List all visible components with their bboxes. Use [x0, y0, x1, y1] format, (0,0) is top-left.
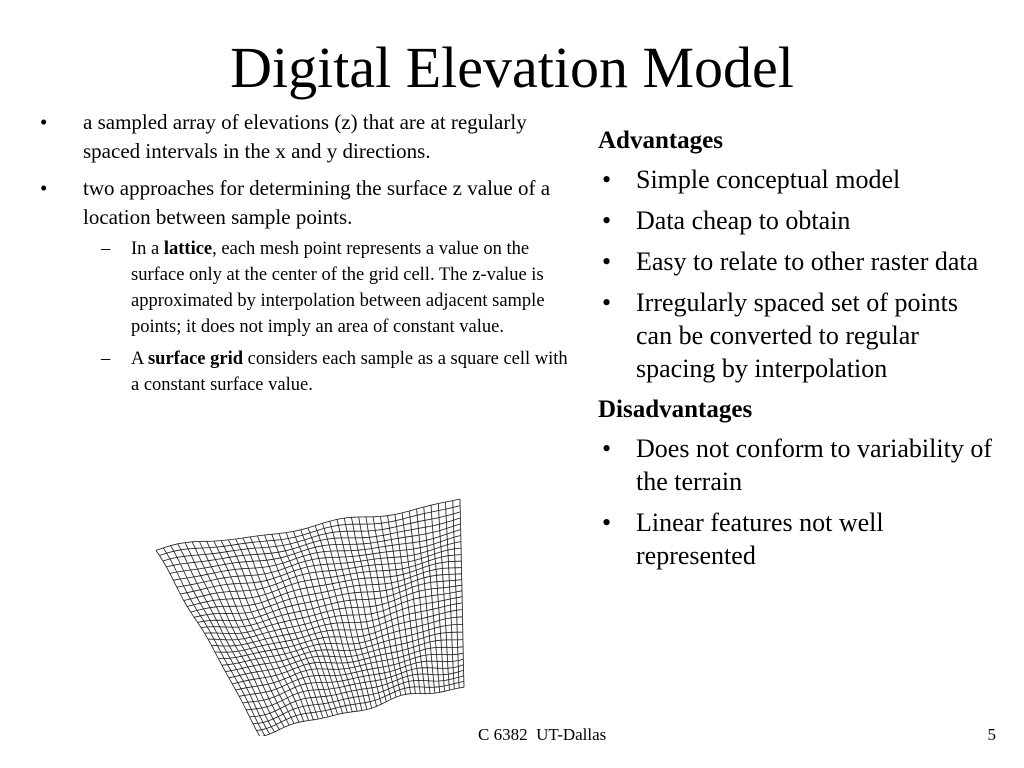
disadvantage-text: Does not conform to variability of the terrain	[636, 434, 992, 496]
mesh-line	[388, 516, 416, 694]
advantage-item	[598, 163, 998, 196]
dash-marker: –	[101, 239, 111, 259]
mesh-line	[344, 518, 386, 702]
advantage-item	[598, 204, 998, 237]
advantage-text: Easy to relate to other raster data	[636, 247, 979, 276]
disadvantages-heading: Disadvantages	[598, 396, 753, 423]
bullet-marker: •	[40, 110, 48, 134]
bullet-marker: •	[40, 176, 48, 200]
terrain-mesh-lines	[156, 499, 464, 736]
mesh-line	[260, 687, 464, 736]
bullet-marker: •	[602, 247, 612, 276]
disadvantage-item	[598, 432, 998, 498]
bullet-marker: •	[602, 165, 612, 194]
mesh-line	[173, 530, 460, 581]
sub-bullet-surface-grid	[83, 346, 570, 398]
advantages-list	[598, 163, 998, 385]
right-column	[598, 124, 998, 580]
sub-bullet-prefix: A	[131, 349, 148, 369]
sub-bullet-rest: considers each sample as a square cell with a constant surface value.	[131, 349, 568, 395]
definition-bullets	[40, 108, 570, 398]
mesh-line	[236, 539, 314, 720]
bullet-marker: •	[602, 288, 612, 317]
advantage-text: Simple conceptual model	[636, 165, 901, 194]
bullet-text: a sampled array of elevations (z) that are at regularly spaced intervals in the x and y directions.	[83, 110, 527, 163]
mesh-line	[156, 550, 260, 736]
mesh-line	[446, 502, 455, 689]
mesh-line	[178, 544, 275, 732]
mesh-line	[453, 501, 459, 688]
sub-bullet-lattice	[83, 236, 570, 340]
bullet-marker: •	[602, 508, 612, 537]
sub-bullet-rest: , each mesh point represents a value on the surface only at the center of the grid cell. The z-value is approximated by interpolation between adjacent sample points; it does not imply an area of constant value.	[131, 239, 545, 337]
approach-sub-bullets	[83, 236, 570, 398]
term-surface-grid: surface grid	[147, 349, 244, 369]
mesh-line	[163, 548, 265, 736]
mesh-line	[185, 543, 279, 730]
mesh-line	[438, 504, 449, 691]
sub-bullet-prefix: In a	[131, 239, 164, 259]
advantage-text: Data cheap to obtain	[636, 206, 851, 235]
term-lattice: lattice	[163, 239, 213, 259]
page-number: 5	[987, 725, 996, 744]
advantage-item	[598, 286, 998, 385]
mesh-line	[337, 519, 381, 704]
disadvantage-text: Linear features not well represented	[636, 508, 884, 570]
bullet-item-definition	[40, 108, 570, 166]
bullet-item-approaches	[40, 174, 570, 398]
advantages-heading: Advantages	[598, 127, 724, 154]
mesh-line	[460, 499, 464, 687]
mesh-line	[431, 505, 445, 691]
mesh-line	[160, 506, 461, 556]
advantage-text: Irregularly spaced set of points can be converted to regular spacing by interpolation	[636, 288, 959, 383]
advantage-item	[598, 245, 998, 278]
disadvantages-list	[598, 432, 998, 572]
bullet-text: two approaches for determining the surface z value of a location between sample points.	[83, 176, 551, 229]
disadvantage-item	[598, 506, 998, 572]
slide-title: Digital Elevation Model	[230, 35, 794, 100]
wireframe-terrain-mesh-icon	[148, 496, 468, 736]
footer-course: C 6382 UT-Dallas	[478, 725, 607, 744]
bullet-marker: •	[602, 434, 612, 463]
dash-marker: –	[101, 349, 111, 369]
left-column	[40, 108, 570, 406]
bullet-marker: •	[602, 206, 612, 235]
